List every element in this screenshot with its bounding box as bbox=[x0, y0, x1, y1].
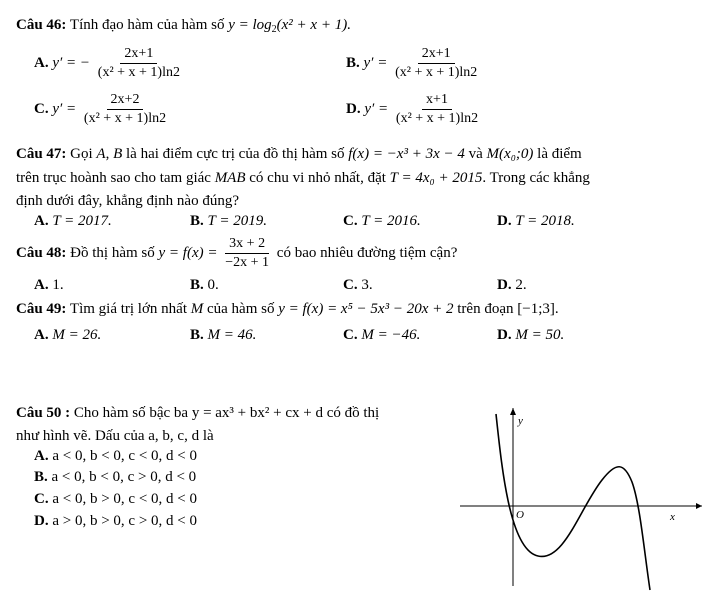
option-label: A. bbox=[34, 327, 49, 343]
option-label: C. bbox=[343, 277, 358, 293]
q47-function: f(x) = −x³ + 3x − 4 bbox=[348, 146, 465, 162]
q48-line bbox=[16, 236, 457, 271]
q49-label: Câu 49: bbox=[16, 301, 67, 317]
option-label: D. bbox=[497, 327, 512, 343]
q47-text: trên trục hoành sao cho tam giác bbox=[16, 170, 211, 186]
option-value: M = −46. bbox=[361, 327, 421, 343]
q46-label: Câu 46: bbox=[16, 17, 67, 33]
option-value: T = 2019. bbox=[207, 213, 267, 229]
q48-option-a[interactable] bbox=[34, 276, 64, 294]
x-axis-arrow bbox=[696, 503, 702, 509]
cubic-curve bbox=[496, 414, 650, 590]
q50-text: Cho hàm số bậc ba bbox=[73, 405, 189, 421]
q50-label: Câu 50 : bbox=[16, 405, 71, 421]
option-label: C. bbox=[343, 327, 358, 343]
q47-option-b[interactable] bbox=[190, 212, 267, 230]
q48-option-c[interactable] bbox=[343, 276, 373, 294]
q47-text: Gọi bbox=[70, 146, 93, 162]
option-value: T = 2016. bbox=[361, 213, 421, 229]
comma: , bbox=[105, 146, 110, 162]
q50-option-d[interactable] bbox=[34, 512, 197, 530]
option-value: a < 0, b < 0, c < 0, d < 0 bbox=[52, 448, 197, 464]
q47-line-2 bbox=[16, 169, 590, 187]
option-label: B. bbox=[346, 54, 360, 71]
q50-line-2: như hình vẽ. Dấu của a, b, c, d là bbox=[16, 428, 214, 444]
fraction-numerator: x+1 bbox=[422, 92, 452, 110]
point-b: B bbox=[113, 146, 123, 162]
fraction-denominator: −2x + 1 bbox=[225, 255, 270, 270]
q48-option-d[interactable] bbox=[497, 276, 527, 294]
q50-option-b[interactable] bbox=[34, 468, 196, 486]
option-label: B. bbox=[34, 469, 48, 485]
q50-function: y = ax³ + bx² + cx + d bbox=[191, 405, 323, 421]
option-label: A. bbox=[34, 213, 49, 229]
y-axis-arrow bbox=[510, 408, 516, 415]
q46-fn-lhs: y = log bbox=[228, 17, 272, 33]
q46-option-c[interactable] bbox=[34, 92, 170, 127]
q49-text: Tìm giá trị lớn nhất bbox=[69, 301, 187, 317]
q49-option-a[interactable] bbox=[34, 326, 101, 344]
q46-fn-base: 2 bbox=[271, 24, 277, 35]
option-value: T = 2018. bbox=[515, 213, 575, 229]
option-value: a > 0, b > 0, c > 0, d < 0 bbox=[52, 513, 197, 529]
option-value: 3. bbox=[361, 277, 373, 293]
fraction-denominator: (x² + x + 1)ln2 bbox=[395, 65, 478, 80]
q46-c-fraction bbox=[80, 92, 170, 127]
q46-header bbox=[16, 16, 351, 34]
q46-d-fraction bbox=[392, 92, 482, 127]
fraction-denominator: (x² + x + 1)ln2 bbox=[395, 111, 479, 126]
q47-t-expr: T = 4x₀ + 2015 bbox=[389, 170, 483, 186]
q50-text: có đồ thị bbox=[326, 405, 380, 421]
q46-option-b[interactable] bbox=[346, 46, 481, 81]
q49-text: của hàm số bbox=[206, 301, 275, 317]
option-value: M = 46. bbox=[207, 327, 257, 343]
q48-option-b[interactable] bbox=[190, 276, 219, 294]
q48-text: có bao nhiêu đường tiệm cận? bbox=[276, 244, 458, 261]
fraction-numerator: 2x+1 bbox=[120, 46, 157, 64]
option-label: C. bbox=[34, 100, 49, 117]
q46-a-lhs: y′ = − bbox=[52, 54, 91, 71]
q47-label: Câu 47: bbox=[16, 146, 67, 162]
option-label: B. bbox=[190, 213, 204, 229]
option-label: D. bbox=[346, 100, 361, 117]
q50-graph bbox=[440, 400, 710, 598]
q48-lhs: y = f(x) = bbox=[158, 244, 218, 261]
option-label: A. bbox=[34, 277, 49, 293]
q49-interval: [−1;3]. bbox=[517, 301, 559, 317]
point-a: A bbox=[96, 146, 106, 162]
q47-line-1 bbox=[16, 145, 582, 163]
option-value: a < 0, b > 0, c < 0, d < 0 bbox=[52, 491, 197, 507]
y-axis-label: y bbox=[518, 415, 523, 427]
q47-option-a[interactable] bbox=[34, 212, 112, 230]
q50-option-c[interactable] bbox=[34, 490, 197, 508]
option-value: T = 2017. bbox=[52, 213, 112, 229]
q49-text: trên đoạn bbox=[457, 301, 514, 317]
q49-option-d[interactable] bbox=[497, 326, 564, 344]
q47-text: . Trong các khẳng bbox=[482, 170, 590, 186]
q47-line-3: định dưới đây, khẳng định nào đúng? bbox=[16, 193, 239, 209]
fraction-numerator: 3x + 2 bbox=[225, 236, 269, 254]
fraction-numerator: 2x+1 bbox=[418, 46, 455, 64]
q47-option-d[interactable] bbox=[497, 212, 575, 230]
option-label: B. bbox=[190, 277, 204, 293]
q48-fraction bbox=[221, 236, 273, 271]
q47-text: là hai điểm cực trị của đồ thị hàm số bbox=[126, 146, 345, 162]
q46-b-lhs: y′ = bbox=[363, 54, 388, 71]
q46-option-a[interactable] bbox=[34, 46, 184, 81]
option-value: 2. bbox=[515, 277, 527, 293]
q49-m: M bbox=[190, 301, 204, 317]
option-value: M = 26. bbox=[52, 327, 102, 343]
fraction-numerator: 2x+2 bbox=[107, 92, 144, 110]
x-axis-label: x bbox=[670, 511, 675, 523]
fraction-denominator: (x² + x + 1)ln2 bbox=[83, 111, 167, 126]
option-value: 0. bbox=[207, 277, 219, 293]
q47-text: có chu vi nhỏ nhất, đặt bbox=[249, 170, 386, 186]
option-label: D. bbox=[497, 277, 512, 293]
option-value: M = 50. bbox=[515, 327, 565, 343]
option-label: A. bbox=[34, 54, 49, 71]
option-label: C. bbox=[34, 491, 49, 507]
q46-option-d[interactable] bbox=[346, 92, 482, 127]
q46-b-fraction bbox=[391, 46, 481, 81]
option-label: D. bbox=[497, 213, 512, 229]
q49-line bbox=[16, 300, 559, 318]
q46-d-lhs: y′ = bbox=[364, 100, 389, 117]
q50-line-1 bbox=[16, 404, 379, 422]
triangle-mab: MAB bbox=[214, 170, 246, 186]
option-value: 1. bbox=[52, 277, 64, 293]
q50-option-a[interactable] bbox=[34, 447, 197, 465]
point-m: M(x₀;0) bbox=[486, 146, 534, 162]
q48-label: Câu 48: bbox=[16, 244, 67, 261]
fraction-denominator: (x² + x + 1)ln2 bbox=[97, 65, 180, 80]
option-value: a < 0, b < 0, c > 0, d < 0 bbox=[51, 469, 197, 485]
q46-c-lhs: y′ = bbox=[52, 100, 77, 117]
option-label: B. bbox=[190, 327, 204, 343]
option-label: A. bbox=[34, 448, 49, 464]
q49-function: y = f(x) = x⁵ − 5x³ − 20x + 2 bbox=[278, 301, 454, 317]
q46-text: Tính đạo hàm của hàm số bbox=[69, 17, 225, 33]
option-label: D. bbox=[34, 513, 49, 529]
q46-a-fraction bbox=[94, 46, 184, 81]
q47-text: và bbox=[468, 146, 483, 162]
q48-text: Đồ thị hàm số bbox=[70, 244, 155, 261]
q47-option-c[interactable] bbox=[343, 212, 421, 230]
q46-fn-rhs: (x² + x + 1). bbox=[276, 17, 351, 33]
q49-option-c[interactable] bbox=[343, 326, 420, 344]
option-label: C. bbox=[343, 213, 358, 229]
q47-text: là điểm bbox=[537, 146, 582, 162]
origin-label: O bbox=[516, 509, 524, 521]
q49-option-b[interactable] bbox=[190, 326, 256, 344]
